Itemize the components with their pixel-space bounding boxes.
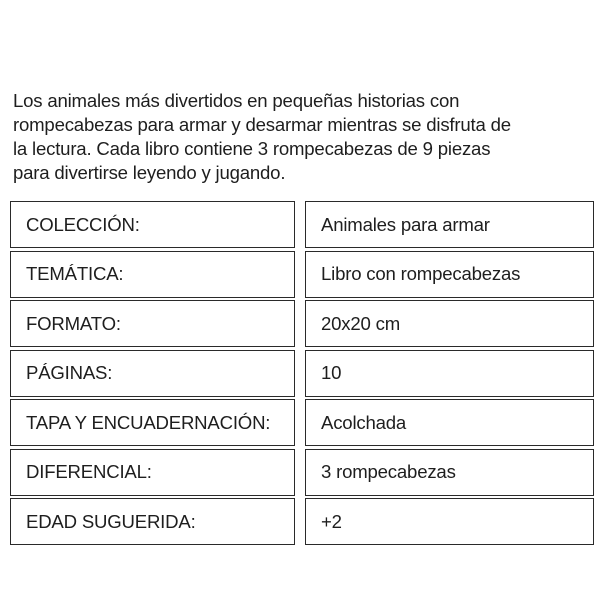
spec-row-paginas: [10, 350, 596, 398]
spec-row-diferencial: [10, 449, 596, 497]
spec-value: +2: [305, 498, 594, 545]
spec-value: 3 rompecabezas: [305, 449, 594, 496]
spec-value: Animales para armar: [305, 201, 594, 248]
spec-label: PÁGINAS:: [10, 350, 295, 397]
spec-value: Acolchada: [305, 399, 594, 446]
spec-label: FORMATO:: [10, 300, 295, 347]
description-line: la lectura. Cada libro contiene 3 rompecabezas de 9 piezas: [13, 138, 491, 159]
spec-row-tematica: [10, 251, 596, 299]
specifications-table: [10, 201, 596, 548]
spec-row-formato: [10, 300, 596, 348]
spec-label: TAPA Y ENCUADERNACIÓN:: [10, 399, 295, 446]
spec-row-tapa: [10, 399, 596, 447]
spec-label: DIFERENCIAL:: [10, 449, 295, 496]
spec-label: TEMÁTICA:: [10, 251, 295, 298]
description-line: rompecabezas para armar y desarmar mientras se disfruta de: [13, 114, 511, 135]
spec-value: 20x20 cm: [305, 300, 594, 347]
description-line: Los animales más divertidos en pequeñas historias con: [13, 90, 460, 111]
description-line: para divertirse leyendo y jugando.: [13, 162, 286, 183]
spec-value: Libro con rompecabezas: [305, 251, 594, 298]
product-description: [13, 89, 598, 185]
spec-label: COLECCIÓN:: [10, 201, 295, 248]
spec-row-edad: [10, 498, 596, 546]
spec-label: EDAD SUGUERIDA:: [10, 498, 295, 545]
spec-row-coleccion: [10, 201, 596, 249]
spec-value: 10: [305, 350, 594, 397]
